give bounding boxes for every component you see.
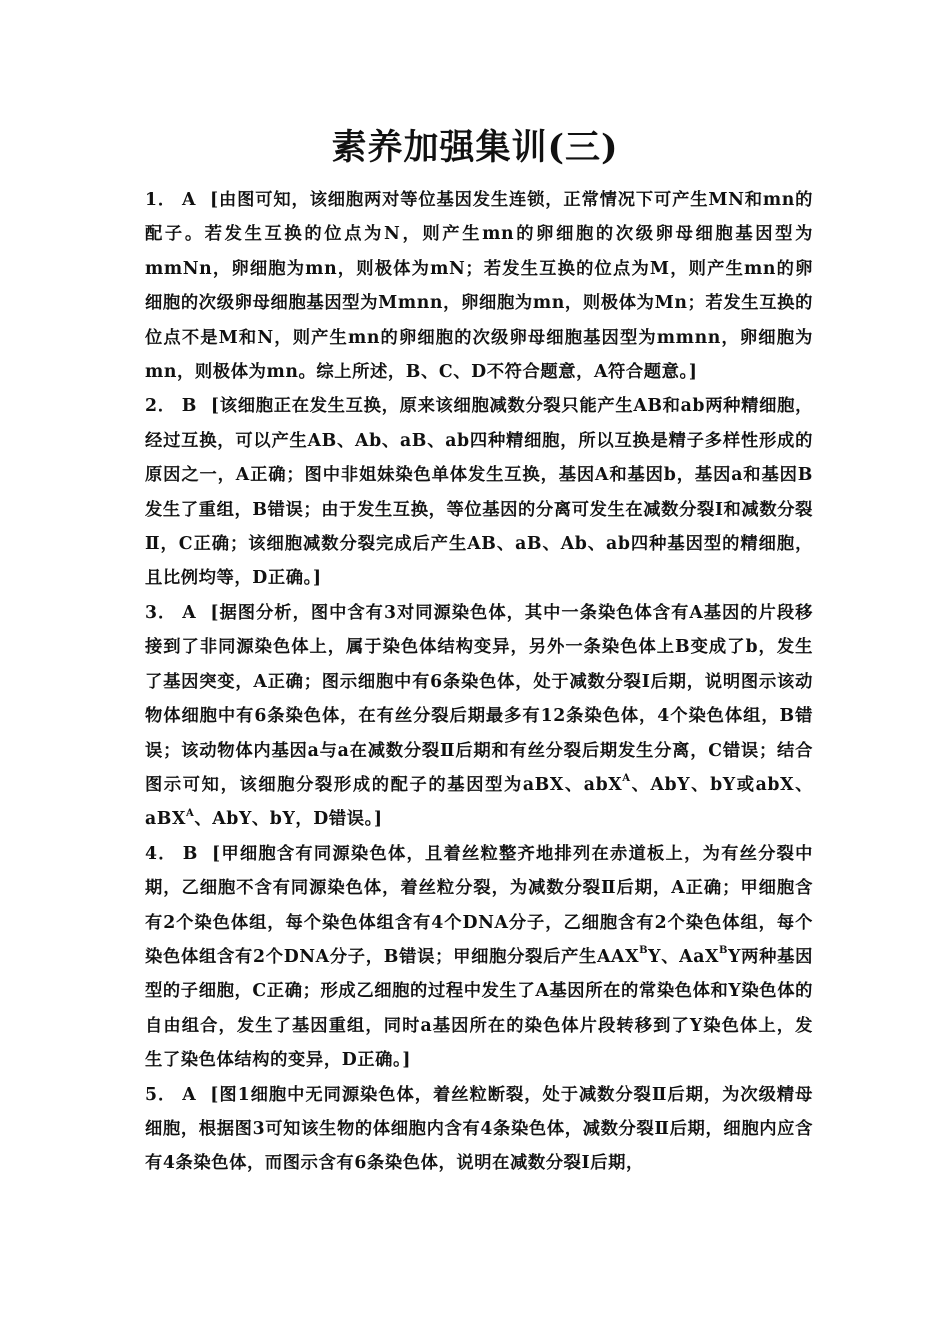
- answer-number: 5．: [145, 1084, 177, 1105]
- superscript: B: [719, 945, 729, 957]
- answer-explanation: [由图可知，该细胞两对等位基因发生连锁，正常情况下可产生MN和mn的配子。若发生互换的位点为N，则产生mn的卵细胞的次级卵母细胞基因型为mmNn，卵细胞为mn，则极体为mN；若发生互换的位点为M，则产生mn的卵细胞的次级卵母细胞基因型为Mmnn，卵细胞为mn，则极体为Mn；若发生互换的位点不是M和N，则产生mn的卵细胞的次级卵母细胞基因型为mmnn，卵细胞为mn，则极体为mn。综上所述，B、C、D不符合题意，A符合题意。]: [145, 190, 813, 383]
- page-title: 素养加强集训(三): [331, 127, 619, 168]
- answer-choice: B: [181, 396, 197, 417]
- answer-explanation-cont: Y、AaX: [648, 946, 719, 967]
- superscript: A: [186, 807, 195, 819]
- answer-number: 1．: [145, 190, 176, 210]
- answer-explanation-cont: 、AbY、bY或abX、aBX: [145, 774, 813, 830]
- answer-list: [145, 183, 813, 1181]
- answer-item-5: [145, 1078, 813, 1181]
- answer-number: 2．: [145, 396, 176, 417]
- answer-number: 3．: [145, 602, 177, 623]
- answer-explanation: [甲细胞含有同源染色体，且着丝粒整齐地排列在赤道板上，为有丝分裂中期，乙细胞不含有同源染色体，着丝粒分裂，为减数分裂Ⅱ后期，A正确；甲细胞含有2个染色体组，每个染色体组含有4个DNA分子，乙细胞含有2个染色体组，每个染色体组含有2个DNA分子，B错误；甲细胞分裂后产生AAX: [145, 843, 813, 967]
- answer-explanation: [该细胞正在发生互换，原来该细胞减数分裂只能产生AB和ab两种精细胞，经过互换，可以产生AB、Ab、aB、ab四种精细胞，所以互换是精子多样性形成的原因之一，A正确；图中非姐妹染色单体发生互换，基因A和基因b，基因a和基因B发生了重组，B错误；由于发生互换，等位基因的分离可发生在减数分裂Ⅰ和减数分裂Ⅱ，C正确；该细胞减数分裂完成后产生AB、aB、Ab、ab四种基因型的精细胞，且比例均等，D正确。]: [145, 396, 813, 589]
- answer-item-4: [145, 837, 813, 1078]
- answer-choice: B: [182, 843, 198, 864]
- answer-choice: A: [182, 190, 197, 210]
- answer-number: 4．: [145, 843, 177, 864]
- answer-item-2: [145, 389, 813, 595]
- answer-item-1: [145, 183, 813, 389]
- answer-explanation-end: 、AbY、bY，D错误。]: [194, 809, 383, 830]
- answer-explanation: [据图分析，图中含有3对同源染色体，其中一条染色体含有A基因的片段移接到了非同源染色体上，属于染色体结构变异，另外一条染色体上B变成了b，发生了基因突变，A正确；图示细胞中有6条染色体，处于减数分裂Ⅰ后期，说明图示该动物体细胞中有6条染色体，在有丝分裂后期最多有12条染色体，4个染色体组，B错误；该动物体内基因a与a在减数分裂Ⅱ后期和有丝分裂后期发生分离，C错误；结合图示可知，该细胞分裂形成的配子的基因型为aBX、abX: [145, 602, 813, 795]
- answer-choice: A: [182, 602, 197, 623]
- superscript: A: [622, 773, 631, 785]
- answer-explanation-end: Y两种基因型的子细胞，C正确；形成乙细胞的过程中发生了A基因所在的常染色体和Y染色体的自由组合，发生了基因重组，同时a基因所在的染色体片段转移到了Y染色体上，发生了染色体结构的变异，D正确。]: [145, 946, 813, 1071]
- answer-choice: A: [182, 1084, 197, 1105]
- answer-explanation: [图1细胞中无同源染色体，着丝粒断裂，处于减数分裂Ⅱ后期，为次级精母细胞，根据图3可知该生物的体细胞内含有4条染色体，减数分裂Ⅱ后期，细胞内应含有4条染色体，而图示含有6条染色体，说明在减数分裂Ⅰ后期，: [145, 1084, 813, 1174]
- answer-item-3: [145, 596, 813, 837]
- superscript: B: [639, 945, 649, 957]
